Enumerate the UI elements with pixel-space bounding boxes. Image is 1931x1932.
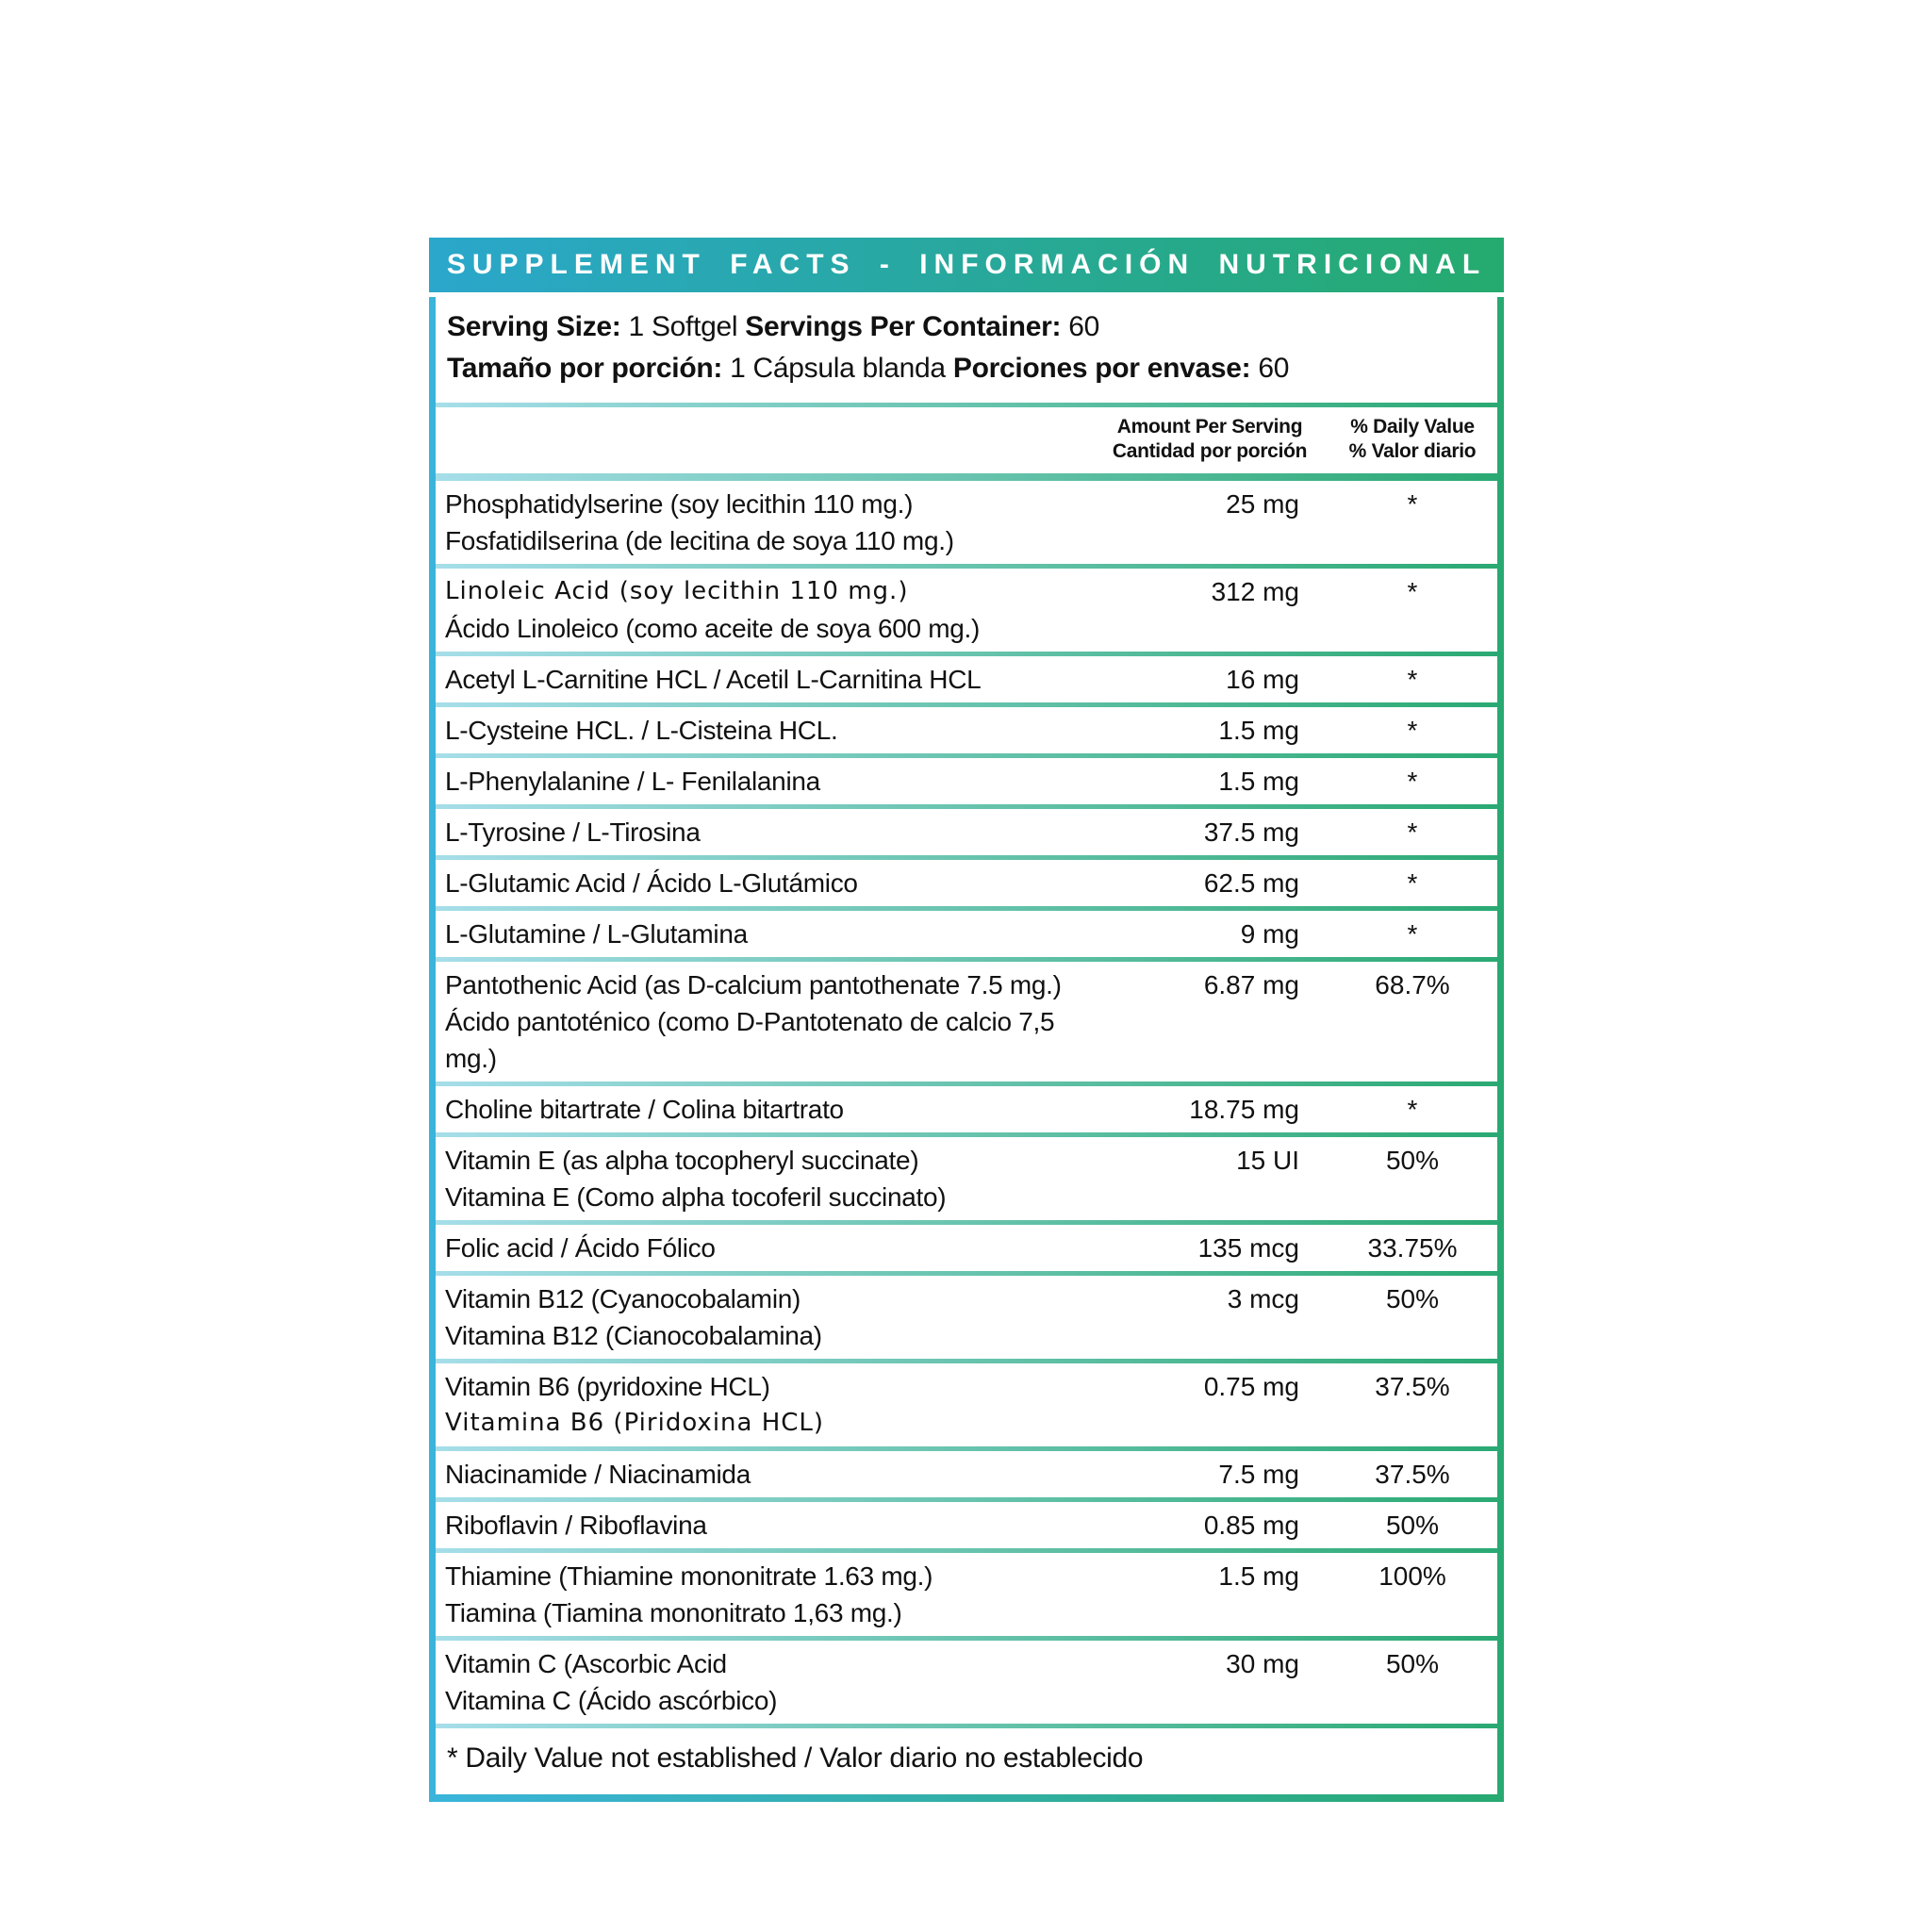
amount-per-serving-value: 0.75 mg (1203, 1372, 1299, 1401)
nutrient-name-line: Tiamina (Tiamina mononitrato 1,63 mg.) (445, 1598, 902, 1627)
nutrient-name-line: Folic acid / Ácido Fólico (445, 1233, 716, 1263)
amount-per-serving-value: 1.5 mg (1218, 716, 1299, 745)
nutrient-name (436, 1507, 1092, 1544)
nutrient-name-line: Linoleic Acid (soy lecithin 110 mg.) (445, 577, 909, 605)
amount-per-serving-value: 6.87 mg (1203, 970, 1299, 999)
daily-value-percent: * (1407, 577, 1418, 606)
daily-value-percent: 50% (1385, 1284, 1440, 1313)
nutrient-name-line: Vitamina B12 (Cianocobalamina) (445, 1321, 822, 1350)
nutrient-name (436, 865, 1092, 901)
daily-value-percent: 37.5% (1375, 1372, 1450, 1401)
nutrient-row (436, 656, 1497, 702)
amount-per-serving-value: 18.75 mg (1189, 1095, 1299, 1124)
amount-per-serving-value: 0.85 mg (1203, 1511, 1299, 1540)
nutrient-name-line: Vitamina C (Ácido ascórbico) (445, 1686, 778, 1715)
daily-value-percent: * (1407, 665, 1418, 694)
footnote: * Daily Value not established / Valor diario no establecido (447, 1742, 1144, 1774)
daily-value-column-header (1328, 415, 1497, 464)
nutrient-name (436, 712, 1092, 749)
amount-header-en: Amount Per Serving (1116, 416, 1303, 438)
nutrient-row (436, 1502, 1497, 1548)
amount-per-serving-value: 3 mcg (1227, 1284, 1299, 1313)
nutrient-name-line: Vitamina E (Como alpha tocoferil succinato) (445, 1182, 947, 1212)
nutrient-row (436, 569, 1497, 652)
nutrient-name-line: L-Glutamine / L-Glutamina (445, 919, 748, 949)
nutrient-name (436, 1645, 1092, 1719)
nutrient-row (436, 1363, 1497, 1446)
daily-value-percent: * (1407, 868, 1418, 898)
nutrient-name-line: Ácido Linoleico (como aceite de soya 600 mg.) (445, 614, 981, 643)
nutrient-rows (436, 481, 1497, 1728)
serving-text-segment: Tamaño por porción: (447, 353, 731, 384)
amount-per-serving-value: 1.5 mg (1218, 1561, 1299, 1591)
daily-value-percent: * (1407, 919, 1418, 949)
serving-text-segment: 60 (1258, 353, 1290, 384)
amount-per-serving-value: 16 mg (1226, 665, 1299, 694)
nutrient-name-line: L-Tyrosine / L-Tirosina (445, 817, 701, 847)
daily-value-percent: * (1407, 489, 1418, 519)
nutrient-name-line: Pantothenic Acid (as D-calcium pantothenate 7.5 mg.) (445, 970, 1062, 999)
amount-per-serving-value: 1.5 mg (1218, 767, 1299, 796)
column-headers (436, 407, 1497, 473)
amount-per-serving-value: 62.5 mg (1203, 868, 1299, 898)
facts-table-box (429, 297, 1504, 1802)
amount-per-serving-value: 9 mg (1240, 919, 1299, 949)
amount-per-serving-value: 7.5 mg (1218, 1460, 1299, 1489)
nutrient-name-line: Acetyl L-Carnitine HCL / Acetil L-Carnitina HCL (445, 665, 982, 694)
dv-header-en: % Daily Value (1350, 416, 1475, 438)
daily-value-percent: * (1407, 716, 1418, 745)
nutrient-row (436, 481, 1497, 564)
label-title: SUPPLEMENT FACTS - INFORMACIÓN NUTRICIONAL (446, 249, 1487, 280)
nutrient-name-line: Riboflavin / Riboflavina (445, 1511, 707, 1540)
nutrient-name-line: Thiamine (Thiamine mononitrate 1.63 mg.) (445, 1561, 933, 1591)
nutrient-name (436, 966, 1092, 1077)
daily-value-percent: 37.5% (1375, 1460, 1450, 1489)
amount-per-serving-value: 15 UI (1236, 1146, 1299, 1175)
daily-value-percent: * (1407, 767, 1418, 796)
nutrient-name (436, 1368, 1092, 1442)
serving-text-segment: 1 Softgel (628, 311, 746, 342)
nutrient-name-line: Phosphatidylserine (soy lecithin 110 mg.) (445, 489, 914, 519)
nutrient-name-line: Vitamina B6 (Piridoxina HCL) (445, 1409, 825, 1437)
nutrient-name-line: Niacinamide / Niacinamida (445, 1460, 751, 1489)
serving-line-en (447, 306, 1486, 348)
nutrient-name (436, 661, 1092, 698)
nutrient-name (436, 916, 1092, 952)
daily-value-percent: 100% (1378, 1561, 1446, 1591)
nutrient-name-line: Vitamin C (Ascorbic Acid (445, 1649, 727, 1678)
amount-header-es: Cantidad por porción (1112, 440, 1308, 462)
nutrient-row (436, 1225, 1497, 1271)
amount-per-serving-value: 37.5 mg (1203, 817, 1299, 847)
nutrient-name (436, 1558, 1092, 1631)
serving-info (436, 297, 1497, 403)
daily-value-percent: 50% (1385, 1146, 1440, 1175)
nutrient-name (436, 814, 1092, 850)
amount-per-serving-value: 312 mg (1211, 577, 1299, 606)
nutrient-row (436, 1641, 1497, 1724)
nutrient-name-line: Choline bitartrate / Colina bitartrato (445, 1095, 844, 1124)
nutrient-row (436, 911, 1497, 957)
nutrient-name-line: Vitamin E (as alpha tocopheryl succinate) (445, 1146, 919, 1175)
daily-value-percent: 33.75% (1367, 1233, 1458, 1263)
amount-per-serving-value: 135 mcg (1197, 1233, 1299, 1263)
nutrient-name-line: Vitamin B12 (Cyanocobalamin) (445, 1284, 801, 1313)
amount-per-serving-value: 30 mg (1226, 1649, 1299, 1678)
serving-text-segment: Serving Size: (447, 311, 629, 342)
daily-value-percent: 50% (1385, 1511, 1440, 1540)
dv-header-es: % Valor diario (1348, 440, 1477, 462)
nutrient-name (436, 573, 1092, 647)
daily-value-percent: 68.7% (1375, 970, 1450, 999)
nutrient-row (436, 1137, 1497, 1220)
daily-value-percent: 50% (1385, 1649, 1440, 1678)
daily-value-percent: * (1407, 817, 1418, 847)
amount-column-header (1092, 415, 1328, 464)
nutrient-name-line: L-Phenylalanine / L- Fenilalanina (445, 767, 820, 796)
nutrient-name (436, 1456, 1092, 1493)
nutrient-row (436, 707, 1497, 753)
nutrient-name (436, 1091, 1092, 1128)
nutrient-name (436, 1230, 1092, 1266)
serving-text-segment: Servings Per Container: (745, 311, 1069, 342)
header-divider (436, 473, 1497, 481)
nutrient-name-line: Vitamin B6 (pyridoxine HCL) (445, 1372, 770, 1401)
nutrient-name-line: Ácido pantoténico (como D-Pantotenato de calcio 7,5 mg.) (445, 1007, 1055, 1073)
daily-value-percent: * (1407, 1095, 1418, 1124)
nutrient-name (436, 763, 1092, 800)
nutrient-row (436, 1276, 1497, 1359)
nutrient-name-line: L-Glutamic Acid / Ácido L-Glutámico (445, 868, 858, 898)
nutrient-row (436, 1086, 1497, 1132)
nutrient-row (436, 1553, 1497, 1636)
nutrient-name (436, 486, 1092, 559)
nutrient-name-line: L-Cysteine HCL. / L-Cisteina HCL. (445, 716, 838, 745)
amount-per-serving-value: 25 mg (1226, 489, 1299, 519)
nutrient-name (436, 1142, 1092, 1215)
label-title-bar (429, 238, 1504, 292)
nutrient-row (436, 860, 1497, 906)
serving-line-es (447, 348, 1486, 389)
nutrient-row (436, 758, 1497, 804)
serving-text-segment: 1 Cápsula blanda (730, 353, 953, 384)
nutrient-row (436, 809, 1497, 855)
serving-text-segment: 60 (1068, 311, 1099, 342)
nutrient-name (436, 1280, 1092, 1354)
serving-text-segment: Porciones por envase: (952, 353, 1259, 384)
nutrient-name-line: Fosfatidilserina (de lecitina de soya 110 mg.) (445, 526, 954, 555)
nutrient-row (436, 962, 1497, 1082)
supplement-facts-label (429, 238, 1504, 1802)
nutrient-row (436, 1451, 1497, 1497)
